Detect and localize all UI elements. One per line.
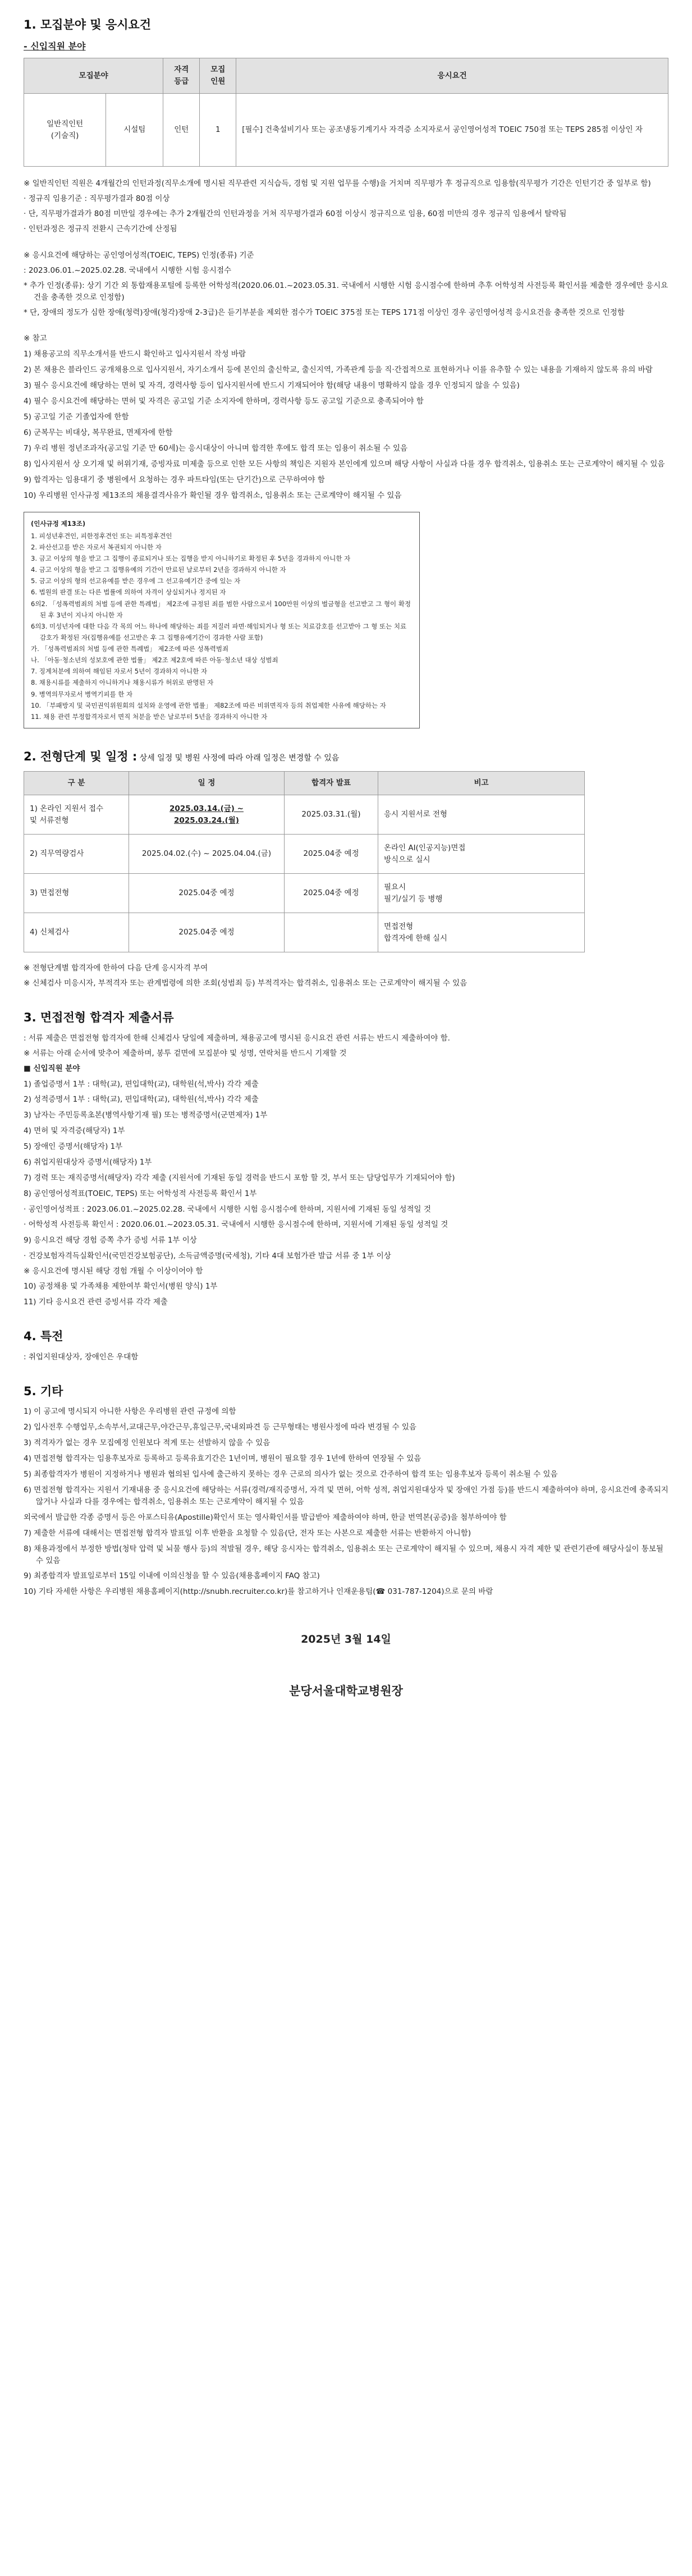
reference-item: 10) 우리병원 인사규정 제13조의 채용결격사유가 확인될 경우 합격취소, 임용취소 또는 근로계약이 해지될 수 있음 <box>24 491 402 500</box>
th-schedule: 일 정 <box>129 772 285 795</box>
stage-result: 2025.04중 예정 <box>285 835 378 874</box>
cell-count: 1 <box>200 94 236 167</box>
recruitment-table <box>24 58 668 167</box>
document-item: 1) 졸업증명서 1부 : 대학(교), 편입대학(교), 대학원(석,박사) 각각 제출 <box>24 1079 259 1089</box>
stage-remark: 필요시 필기/실기 등 병행 <box>378 874 585 913</box>
note-line: * 추가 인정(종류): 상기 기간 외 통합재용포털에 등록한 어학성적(2020.06.01.~2023.05.31. 국내에서 시행한 시험 응시점수에 한하며 추후 어학성적 사전등록 확인서를 제출한 경우에만 응시요건을 충족한 것으로 인정함) <box>24 281 668 302</box>
cell-grade: 인턴 <box>163 94 200 167</box>
section-1-subtitle: - 신입직원 분야 <box>24 40 86 52</box>
reference-item: 4) 필수 응시요건에 해당하는 면허 및 자격은 공고일 기준 소지자에 한하며, 경력사항 등도 공고일 기준으로 충족되어야 함 <box>24 397 424 406</box>
document-item: 3) 남자는 주민등록초본(병역사항기재 필) 또는 병적증명서(군면제자) 1부 <box>24 1111 268 1120</box>
note-line: · 인턴과정은 정규직 전환시 근속기간에 산정됨 <box>24 224 177 233</box>
stage-name: 3) 면접전형 <box>24 874 129 913</box>
section-2-heading <box>24 748 668 766</box>
regulation-item: 3. 금고 이상의 형을 받고 그 집행이 종료되거나 또는 집행을 받지 아니하기로 확정된 후 5년을 경과하지 아니한 자 <box>31 554 351 562</box>
document-item: 2) 성적증명서 1부 : 대학(교), 편입대학(교), 대학원(석,박사) 각각 제출 <box>24 1095 259 1104</box>
reference-item: 7) 우리 병원 정년조과자(공고일 기준 만 60세)는 응시대상이 아니며 합격한 후에도 합격 또는 임용이 취소될 수 있음 <box>24 443 408 453</box>
documents-intro: : 서류 제출은 면접전형 합격자에 한해 신체검사 당일에 제출하며, 채용공고에 명시된 응시요건 관련 서류는 반드시 제출하여야 함. <box>24 1033 450 1043</box>
note-line: ※ 일반직인턴 직원은 4개월간의 인턴과정(직무소개에 명시된 직무관련 지식습득, 경험 및 지원 업무를 수행)을 거치며 직무평가 후 정규직으로 임용함(직무평가 기간은 인턴기간 중 일부로 함) <box>24 179 651 189</box>
stage-schedule: 2025.03.14.(금) ~ 2025.03.24.(월) <box>129 795 285 835</box>
cell-team: 시설팀 <box>106 94 163 167</box>
th-result: 합격자 발표 <box>285 772 378 795</box>
note-line: · 정규직 임용기준 : 직무평가결과 80점 이상 <box>24 194 170 204</box>
reference-item: 5) 공고일 기준 기졸업자에 한함 <box>24 412 129 422</box>
note-line: ※ 응시요건에 해당하는 공인영어성적(TOEIC, TEPS) 인정(종류) 기준 <box>24 250 254 260</box>
regulation-item: 6의2. 「성폭력범죄의 처벌 등에 관한 특례법」 제2조에 규정된 죄를 범한 사람으로서 100만원 이상의 벌금형을 선고받고 그 형이 확정된 후 3년이 지나지 아니한 자 <box>31 599 411 619</box>
schedule-table <box>24 771 585 952</box>
stage-result: 2025.04중 예정 <box>285 874 378 913</box>
reference-item: 2) 본 채용은 블라인드 공개채용으로 입사지원서, 자기소개서 등에 본인의 출신학교, 출신지역, 가족관계 등을 직·간접적으로 표현하거나 이를 유추할 수 있는 내용을 기재하지 않도록 유의 바람 <box>24 365 653 375</box>
section-5-title: 5. 기타 <box>24 1384 63 1398</box>
etc-item: 9) 최종합격자 발표일로부터 15일 이내에 이의신청을 할 수 있음(채용홈페이지 FAQ 참고) <box>24 1571 320 1581</box>
regulation-item: 나. 「아동·청소년의 성보호에 관한 법률」 제2조 제2호에 따른 아동·청소년 대상 성범죄 <box>31 656 278 664</box>
reference-item: 3) 필수 응시요건에 해당하는 면허 및 자격, 경력사항 등이 입사지원서에 반드시 기재되어야 함(해당 내용이 명확하지 않을 경우 인정되지 않을 수 있음) <box>24 381 520 391</box>
stage-schedule: 2025.04.02.(수) ~ 2025.04.04.(금) <box>129 835 285 874</box>
reference-item: 1) 채용공고의 직무소개서를 반드시 확인하고 입사지원서 작성 바람 <box>24 350 246 359</box>
schedule-note: ※ 신체검사 미응시자, 부적격자 또는 관계법령에 의한 조회(성범죄 등) 부적격자는 합격취소, 임용취소 또는 근로계약이 해지될 수 있음 <box>24 979 468 988</box>
regulation-item: 가. 「성폭력범죄의 처벌 등에 관한 특례법」 제2조에 따른 성폭력범죄 <box>31 645 229 653</box>
th-remark: 비고 <box>378 772 585 795</box>
stage-name: 2) 직무역량검사 <box>24 835 129 874</box>
section-recruitment-fields <box>24 16 668 728</box>
regulation-item: 6의3. 미성년자에 대한 다음 각 목의 어느 하나에 해당하는 죄를 저질러 파면·해임되거나 형 또는 치료감호를 선고받아 그 형 또는 치료감호가 확정된 자(집행유예를 선고받은 후 그 집행유예기간이 경과한 사람 포함) <box>31 622 407 641</box>
regulation-item: 7. 징계처분에 의하여 해임된 자로서 5년이 경과하지 아니한 자 <box>31 667 208 676</box>
reference-notes <box>24 333 668 501</box>
personnel-regulation-box <box>24 512 420 728</box>
document-item: 5) 장애인 증명서(해당자) 1부 <box>24 1142 123 1152</box>
section-4-title: 4. 특전 <box>24 1330 63 1344</box>
document-subitem: ※ 응시요건에 명시된 해당 경험 개월 수 이상이어야 함 <box>24 1266 203 1276</box>
regulation-item: 9. 병역의무자로서 병역기피를 한 자 <box>31 690 133 698</box>
etc-item: 1) 이 공고에 명시되지 아니한 사항은 우리병원 관련 규정에 의함 <box>24 1407 236 1417</box>
stage-remark: 응시 지원서로 전형 <box>378 795 585 835</box>
note-line: * 단, 장애의 정도가 심한 장애(청력)장애(청각)장애 2-3급)은 듣기부분을 제외한 점수가 TOEIC 375점 또는 TEPS 171점 이상인 경우 공인영어성적 응시요건을 충족한 것으로 인정함 <box>24 308 625 317</box>
document-item: 8) 공인영어성적표(TOEIC, TEPS) 또는 어학성적 사전등록 확인서 1부 <box>24 1189 257 1198</box>
schedule-row <box>24 874 585 913</box>
section-3-title: 3. 면접전형 합격자 제출서류 <box>24 1011 174 1025</box>
regulation-item: 6. 법원의 판결 또는 다른 법률에 의하여 자격이 상실되거나 정지된 자 <box>31 588 226 597</box>
reference-item: 8) 입사지원서 상 오기재 및 허위기재, 증빙자료 미제출 등으로 인한 모든 사항의 책임은 지원자 본인에게 있으며 해당 사항이 사실과 다를 경우 합격취소, 임용취소 또는 근로계약이 해지될 수 있음 <box>24 459 665 469</box>
regulation-item: 2. 파산선고를 받은 자로서 복권되지 아니한 자 <box>31 543 162 551</box>
document-item: 9) 응시요건 해당 경험 증쪽 추가 증빙 서류 1부 이상 <box>24 1235 197 1245</box>
section-documents <box>24 1009 668 1308</box>
issuing-organization: 분당서울대학교병원장 <box>289 1684 403 1698</box>
reference-item: 9) 합격자는 임용대기 중 병원에서 요청하는 경우 파트타임(또는 단기간)으로 근무하여야 함 <box>24 475 325 484</box>
stage-name: 1) 온라인 지원서 접수 및 서류전형 <box>24 795 129 835</box>
cell-requirements: [필수] 건축설비기사 또는 공조냉동기계기사 자격증 소지자로서 공인영어성적 TOEIC 750점 또는 TEPS 285점 이상인 자 <box>236 94 668 167</box>
regulation-item: 5. 금고 이상의 형의 선고유예를 받은 경우에 그 선고유예기간 중에 있는 자 <box>31 577 241 585</box>
english-score-notes <box>24 250 668 319</box>
document-item: 4) 면허 및 자격증(해당자) 1부 <box>24 1126 125 1136</box>
stage-result: 2025.03.31.(월) <box>285 795 378 835</box>
note-line: : 2023.06.01.~2025.02.28. 국내에서 시행한 시험 응시점수 <box>24 265 232 275</box>
etc-item: 7) 제출한 서류에 대해서는 면접전형 합격자 발표일 이후 반환을 요청할 수 있음(단, 전자 또는 사본으로 제출한 서류는 반환하지 아니함) <box>24 1528 471 1538</box>
section-2-note: 상세 일정 및 병원 사정에 따라 아래 일정은 변경할 수 있음 <box>137 753 340 763</box>
document-item: 7) 경력 또는 재직증명서(해당자) 각각 제출 (지원서에 기재된 동일 경력을 반드시 포함 할 것, 부서 또는 담당업무가 기재되어야 함) <box>24 1174 455 1183</box>
note-line: · 단, 직무평가결과가 80점 미만일 경우에는 추가 2개월간의 인턴과정을 거쳐 직무평가결과 60점 이상시 정규직으로 임용, 60점 미만의 경우 정규직 임용에서 탈락됨 <box>24 209 567 219</box>
document-subitem: · 공인영어성적표 : 2023.06.01.~2025.02.28. 국내에서 시행한 시험 응시점수에 한하며, 지원서에 기재된 동일 성적일 것 <box>24 1204 431 1214</box>
section-etc <box>24 1382 668 1598</box>
etc-item: 6) 면접전형 합격자는 지원서 기재내용 중 응시요건에 해당하는 서류(경력/재직증명서, 자격 및 면허, 어학 성적, 취업지원대상자 및 장애인 가점 등)를 반드시 제출하여야 하며, 응시요건에 충족되지 않거나 사실과 다를 경우에는 합격취소, 임용취소 또는 근로계약이 해지될 수 있음 <box>24 1485 668 1506</box>
regulation-item: 11. 채용 관련 부정합격자로서 면직 처분을 받은 날로부터 5년을 경과하지 아니한 자 <box>31 712 268 721</box>
th-stage: 구 분 <box>24 772 129 795</box>
section-1-title: 1. 모집분야 및 응시요건 <box>24 18 152 31</box>
documents-intro: ※ 서류는 아래 순서에 맞추어 제출하며, 봉투 겉면에 모집분야 및 성명, 연락처를 반드시 기재할 것 <box>24 1048 347 1058</box>
schedule-row <box>24 835 585 874</box>
stage-name: 4) 신체검사 <box>24 913 129 952</box>
etc-item: 4) 면접전형 합격자는 임용후보자로 등록하고 등록유효기간은 1년이며, 병원이 필요할 경우 1년에 한하여 연장될 수 있음 <box>24 1454 421 1464</box>
benefit-item: : 취업지원대상자, 장애인은 우대함 <box>24 1352 139 1362</box>
stage-schedule: 2025.04중 예정 <box>129 874 285 913</box>
stage-schedule: 2025.04중 예정 <box>129 913 285 952</box>
etc-item: 3) 적격자가 없는 경우 모집예정 인원보다 적게 또는 선발하지 않을 수 있음 <box>24 1438 271 1448</box>
section-schedule <box>24 748 668 989</box>
document-subitem: · 어학성적 사전등록 확인서 : 2020.06.01.~2023.05.31. 국내에서 시행한 응시점수에 한하며, 지원서에 기재된 동일 성적일 것 <box>24 1220 448 1229</box>
etc-item: 2) 입사전후 수행업무,소속부서,교대근무,야간근무,휴일근무,국내외파견 등 근무형태는 병원사정에 따라 변경될 수 있음 <box>24 1423 416 1432</box>
notice-date: 2025년 3월 14일 <box>301 1633 391 1646</box>
section-2-title: 2. 전형단계 및 일정 : <box>24 749 138 763</box>
documents-subheading: ■ 신입직원 분야 <box>24 1064 80 1073</box>
document-item: 6) 취업지원대상자 증명서(해당자) 1부 <box>24 1158 152 1167</box>
regulation-item: 4. 금고 이상의 형을 받고 그 집행유예의 기간이 만료된 날로부터 2년을 경과하지 아니한 자 <box>31 566 286 574</box>
th-field: 모집분야 <box>24 58 163 94</box>
schedule-row <box>24 795 585 835</box>
reference-item: 6) 군복무는 비대상, 복무완료, 면제자에 한함 <box>24 428 173 438</box>
intern-notes <box>24 178 668 235</box>
th-requirements: 응시요건 <box>236 58 668 94</box>
stage-result <box>285 913 378 952</box>
document-subitem: · 건강보험자격득실확인서(국민건강보험공단), 소득금액증명(국세청), 기타 4대 보험가관 발급 서류 중 1부 이상 <box>24 1251 391 1261</box>
th-grade: 자격 등급 <box>163 58 200 94</box>
cell-category: 일반직인턴 (기술직) <box>24 94 106 167</box>
document-item: 11) 기타 응시요건 관련 증빙서류 각각 제출 <box>24 1298 168 1307</box>
regulation-title: (인사규정 제13조) <box>31 519 86 528</box>
regulation-item: 10. 「부패방지 및 국민권익위원회의 설치와 운영에 관한 법률」 제82조에 따른 비위면직자 등의 취업제한 사유에 해당하는 자 <box>31 701 386 709</box>
th-count: 모집 인원 <box>200 58 236 94</box>
regulation-item: 1. 피성년후견인, 피한정후견인 또는 피특정후견인 <box>31 531 172 540</box>
stage-remark: 온라인 AI(인공지능)면접 방식으로 실시 <box>378 835 585 874</box>
etc-item: 5) 최종합격자가 병원이 지정하거나 병원과 협의된 입사예 출근하지 못하는 경우 근로의 의사가 없는 것으로 간주하여 합격 또는 임용후보자 등록이 취소될 수 있음 <box>24 1470 558 1479</box>
regulation-item: 8. 채용시류를 제출하지 아니하거나 채용시류가 허위로 판명된 자 <box>31 679 214 687</box>
etc-item: 8) 채용과정에서 부정한 방법(청탁 압력 및 뇌물 행사 등)의 적발될 경우, 해당 응시자는 합격취소, 임용취소 또는 근로계약이 해지될 수 있으며, 채용시 자격 제한 및 관련기관에 해당사실이 통보될 수 있음 <box>24 1544 663 1565</box>
document-item: 10) 공정채용 및 가족채용 제한여부 확인서(병원 양식) 1부 <box>24 1282 218 1291</box>
section-benefits <box>24 1327 668 1363</box>
schedule-row <box>24 913 585 952</box>
etc-item: 외국에서 발급한 각종 증명서 등은 아포스티유(Apostille)확인서 또는 영사확인서를 발급받아 제출하여야 하며, 한글 번역본(공증)을 첨부하여야 함 <box>24 1512 507 1522</box>
etc-item: 10) 기타 자세한 사항은 우리병원 채용홈페이지(http://snubh.recruiter.co.kr)를 참고하거나 인재운용팀(☎ 031-787-1204)으로 문의 바람 <box>24 1587 493 1597</box>
stage-remark: 면접전형 합격자에 한해 실시 <box>378 913 585 952</box>
reference-title: ※ 참고 <box>24 334 47 343</box>
schedule-note: ※ 전형단계별 합격자에 한하여 다음 단계 응시자격 부여 <box>24 964 208 973</box>
